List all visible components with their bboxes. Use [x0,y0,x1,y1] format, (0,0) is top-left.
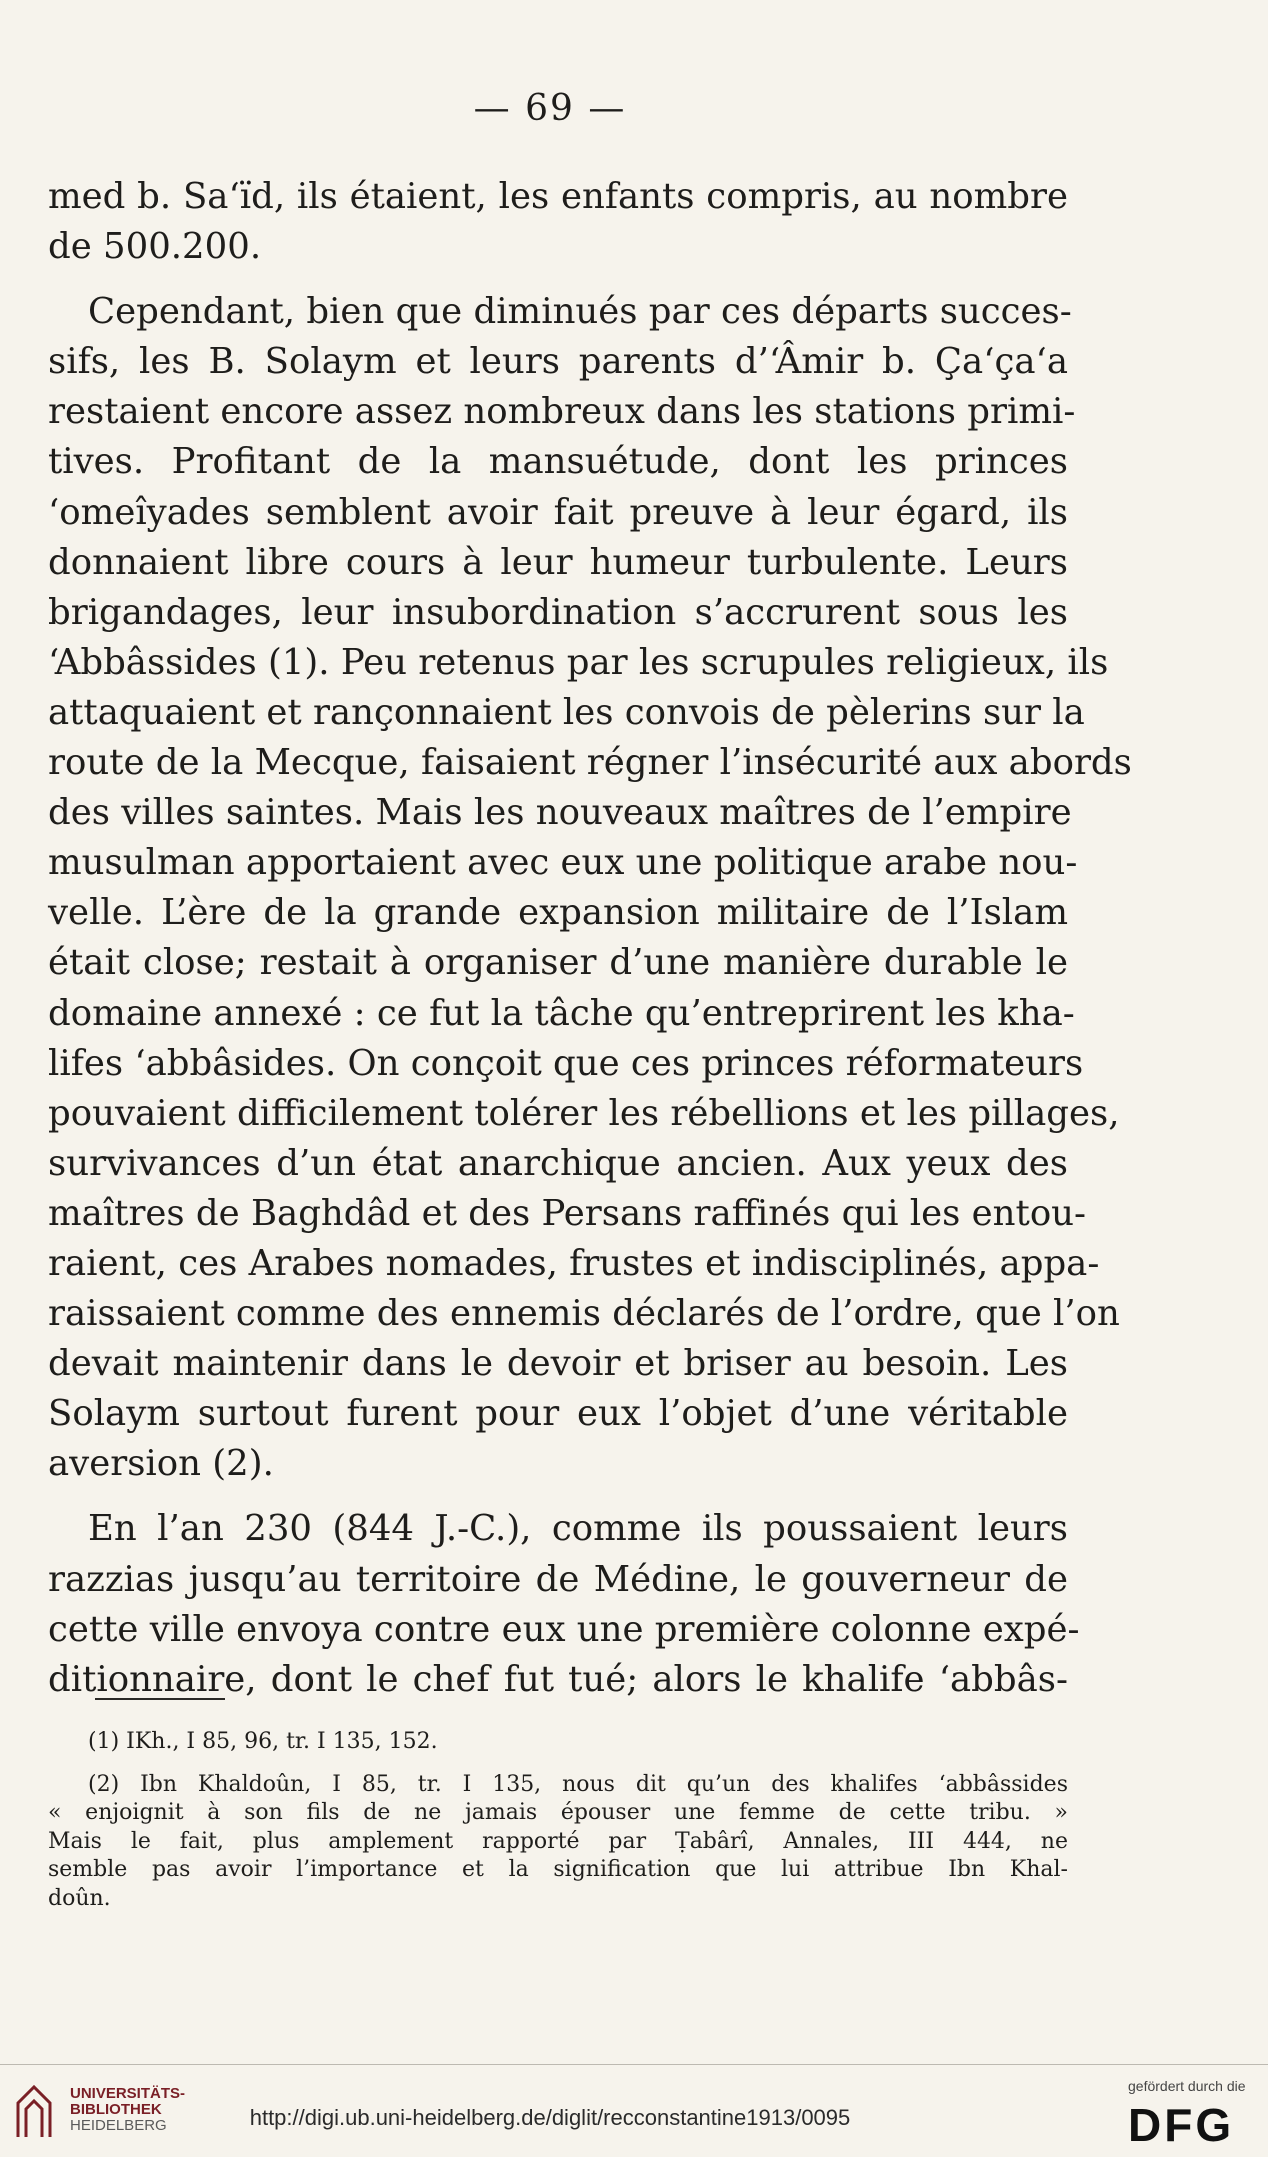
text-line: « enjoignit à son fils de ne jamais épouser une femme de cette tribu. » [48,1800,1068,1825]
text-line: aversion (2). [48,1443,274,1485]
library-name-line2: BIBLIOTHEK [70,2101,162,2118]
text-line: En l’an 230 (844 J.-C.), comme ils poussaient leurs [88,1508,1068,1550]
text-line: Mais le fait, plus amplement rapporté par Ṭabârî, Annales, III 444, ne [48,1828,1068,1854]
text-line: velle. L’ère de la grande expansion militaire de l’Islam [48,892,1068,934]
text-line: raissaient comme des ennemis déclarés de l’ordre, que l’on [48,1293,1120,1335]
text-line: doûn. [48,1885,111,1911]
text-line: ‘Abbâssides (1). Peu retenus par les scrupules religieux, ils [48,641,1109,683]
page-number: — 69 — [473,88,627,129]
text-line: de 500.200. [48,226,262,268]
text-line: (1) IKh., I 85, 96, tr. I 135, 152. [88,1729,438,1754]
text-line: tives. Profitant de la mansuétude, dont les princes [48,441,1068,483]
text-line: sifs, les B. Solaym et leurs parents d’‘Âmir b. Ça‘ça‘a [48,341,1068,383]
library-name-line3: HEIDELBERG [70,2117,167,2134]
text-line: domaine annexé : ce fut la tâche qu’entreprirent les kha- [48,992,1075,1034]
library-name-line1: UNIVERSITÄTS- [70,2085,186,2102]
source-url-link[interactable]: http://digi.ub.uni-heidelberg.de/diglit/recconstantine1913/0095 [249,2105,851,2130]
footer-divider [0,2064,1268,2065]
text-line: survivances d’un état anarchique ancien. Aux yeux des [48,1142,1068,1184]
text-line: ditionnaire, dont le chef fut tué; alors le khalife ‘abbâs- [48,1658,1068,1700]
text-line: des villes saintes. Mais les nouveaux maîtres de l’empire [48,792,1072,834]
footnotes [48,1728,1068,1913]
funder-label: gefördert durch die [1128,2078,1246,2094]
dfg-logo: DFG [1128,2099,1235,2151]
text-line: route de la Mecque, faisaient régner l’insécurité aux abords [48,742,1132,784]
footnote [48,1728,1068,1757]
text-line: lifes ‘abbâsides. On conçoit que ces princes réformateurs [48,1042,1084,1084]
text-line: était close; restait à organiser d’une manière durable le [48,942,1068,984]
footnote-separator [95,1698,225,1700]
text-line: brigandages, leur insubordination s’accrurent sous les [48,591,1068,633]
text-line: maîtres de Baghdâd et des Persans raffinés qui les entou- [48,1192,1087,1234]
text-line: raient, ces Arabes nomades, frustes et indisciplinés, appa- [48,1242,1100,1284]
text-line: ‘omeîyades semblent avoir fait preuve à leur égard, ils [48,491,1068,533]
text-line: attaquaient et rançonnaient les convois de pèlerins sur la [48,691,1085,733]
text-line: pouvaient difficilement tolérer les rébellions et les pillages, [48,1092,1120,1134]
text-line: med b. Sa‘ïd, ils étaient, les enfants compris, au nombre [48,176,1068,217]
text-line: devait maintenir dans le devoir et briser au besoin. Les [48,1343,1068,1385]
text-line: semble pas avoir l’importance et la signification que lui attribue Ibn Khal- [48,1857,1068,1882]
text-line: donnaient libre cours à leur humeur turbulente. Leurs [48,541,1068,583]
footnote [48,1771,1068,1914]
text-line: musulman apportaient avec eux une politique arabe nou- [48,842,1078,884]
text-line: cette ville envoya contre eux une première colonne expé- [48,1608,1080,1650]
text-line: restaient encore assez nombreux dans les stations primi- [48,391,1076,433]
text-line: (2) Ibn Khaldoûn, I 85, tr. I 135, nous dit qu’un des khalifes ‘abbâssides [88,1771,1068,1797]
text-line: Solaym surtout furent pour eux l’objet d’une véritable [48,1393,1068,1435]
text-line: razzias jusqu’au territoire de Médine, le gouverneur de [48,1558,1068,1600]
body-text [48,172,1132,1705]
text-line: Cependant, bien que diminués par ces départs succes- [88,291,1072,333]
